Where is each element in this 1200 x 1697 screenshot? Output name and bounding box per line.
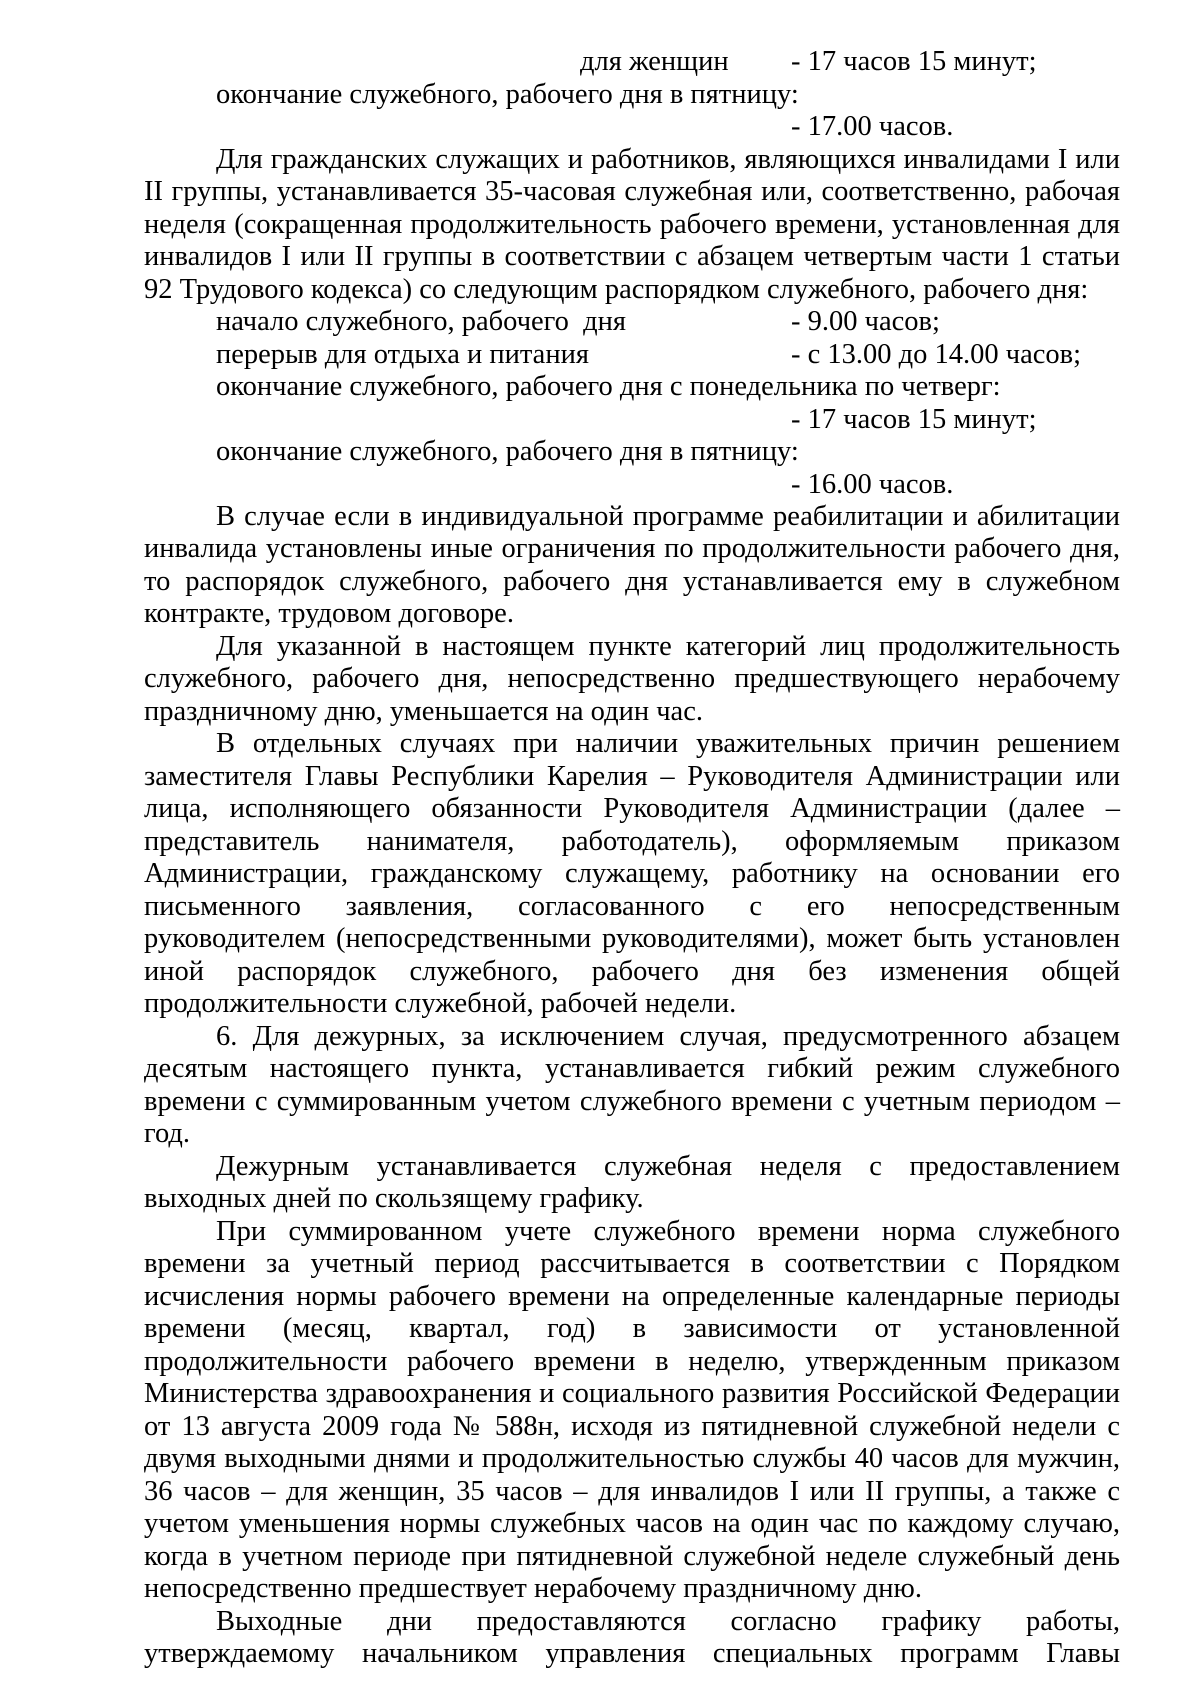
paragraph-line: 36 часов – для женщин, 35 часов – для инвалидов I или II группы, а также с [144,1476,1120,1507]
paragraph-line: непосредственно предшествует нерабочему праздничному дню. [144,1573,922,1604]
paragraph-line: В отдельных случаях при наличии уважительных причин решением [216,728,1120,759]
paragraph-line: Выходные дни предоставляются согласно графику работы, [216,1606,1120,1637]
paragraph-line: Дежурным устанавливается служебная неделя с предоставлением [216,1151,1120,1182]
paragraph-line: руководителем (непосредственными руководителями), может быть установлен [144,923,1120,954]
paragraph-line: времени с суммированным учетом служебного времени с учетным периодом – [144,1086,1120,1117]
paragraph-line: лица, исполняющего обязанности Руководителя Администрации (далее – [144,793,1120,824]
women-label: для женщин [580,46,729,77]
paragraph-line: выходных дней по скользящему графику. [144,1183,644,1214]
break-value: - с 13.00 до 14.00 часов; [791,339,1082,370]
paragraph-line: времени за учетный период рассчитывается в соответствии с Порядком [144,1248,1120,1279]
friday-label: окончание служебного, рабочего дня в пятницу: [216,79,799,110]
paragraph-line: времени (месяц, квартал, год) в зависимости от установленной [144,1313,1120,1344]
paragraph-line: двумя выходными днями и продолжительностью службы 40 часов для мужчин, [144,1443,1120,1474]
paragraph-line: представитель нанимателя, работодатель), оформляемым приказом [144,826,1120,857]
women-value: - 17 часов 15 минут; [791,46,1037,77]
paragraph-line: заместителя Главы Республики Карелия – Руководителя Администрации или [144,761,1120,792]
paragraph-line: письменного заявления, согласованного с его непосредственным [144,891,1120,922]
paragraph-line: 6. Для дежурных, за исключением случая, предусмотренного абзацем [216,1021,1120,1052]
paragraph-line: праздничному дню, уменьшается на один час. [144,696,703,727]
disabled-friday-value: - 16.00 часов. [791,469,954,500]
paragraph-line: год. [144,1118,191,1149]
paragraph-line: то распорядок служебного, рабочего дня устанавливается ему в служебном [144,566,1120,597]
paragraph-line: от 13 августа 2009 года № 588н, исходя из пятидневной служебной недели с [144,1411,1120,1442]
paragraph-line: продолжительности рабочего времени в неделю, утвержденным приказом [144,1346,1120,1377]
paragraph-line: продолжительности служебной, рабочей недели. [144,988,737,1019]
paragraph-line: инвалида установлены иные ограничения по продолжительности рабочего дня, [144,533,1120,564]
mon-thu-value: - 17 часов 15 минут; [791,404,1037,435]
paragraph-line: исчисления нормы рабочего времени на определенные календарные периоды [144,1281,1120,1312]
paragraph-line: служебного, рабочего дня, непосредственно предшествующего нерабочему [144,663,1120,694]
mon-thu-label: окончание служебного, рабочего дня с понедельника по четверг: [216,371,1001,402]
paragraph-line: Министерства здравоохранения и социального развития Российской Федерации [144,1378,1120,1409]
paragraph-line: контракте, трудовом договоре. [144,598,514,629]
paragraph-line: утверждаемому начальником управления специальных программ Главы [144,1638,1120,1669]
paragraph-line: иной распорядок служебного, рабочего дня без изменения общей [144,956,1120,987]
paragraph-line: десятым настоящего пункта, устанавливается гибкий режим служебного [144,1053,1120,1084]
friday-value: - 17.00 часов. [791,111,954,142]
start-label: начало служебного, рабочего дня [216,306,627,337]
paragraph-line: II группы, устанавливается 35-часовая служебная или, соответственно, рабочая [144,176,1120,207]
start-value: - 9.00 часов; [791,306,940,337]
paragraph-line: инвалидов I или II группы в соответствии с абзацем четвертым части 1 статьи [144,241,1120,272]
paragraph-line: В случае если в индивидуальной программе реабилитации и абилитации [216,501,1120,532]
break-label: перерыв для отдыха и питания [216,339,589,370]
paragraph-line: При суммированном учете служебного времени норма служебного [216,1216,1120,1247]
paragraph-line: неделя (сокращенная продолжительность рабочего времени, установленная для [144,209,1120,240]
paragraph-line: учетом уменьшения нормы служебных часов на один час по каждому случаю, [144,1508,1120,1539]
disabled-friday-label: окончание служебного, рабочего дня в пятницу: [216,436,799,467]
paragraph-line: 92 Трудового кодекса) со следующим распорядком служебного, рабочего дня: [144,274,1089,305]
paragraph-line: когда в учетном периоде при пятидневной служебной неделе служебный день [144,1541,1120,1572]
paragraph-line: Для гражданских служащих и работников, являющихся инвалидами I или [216,144,1120,175]
paragraph-line: Администрации, гражданскому служащему, работнику на основании его [144,858,1120,889]
paragraph-line: Для указанной в настоящем пункте категорий лиц продолжительность [216,631,1120,662]
